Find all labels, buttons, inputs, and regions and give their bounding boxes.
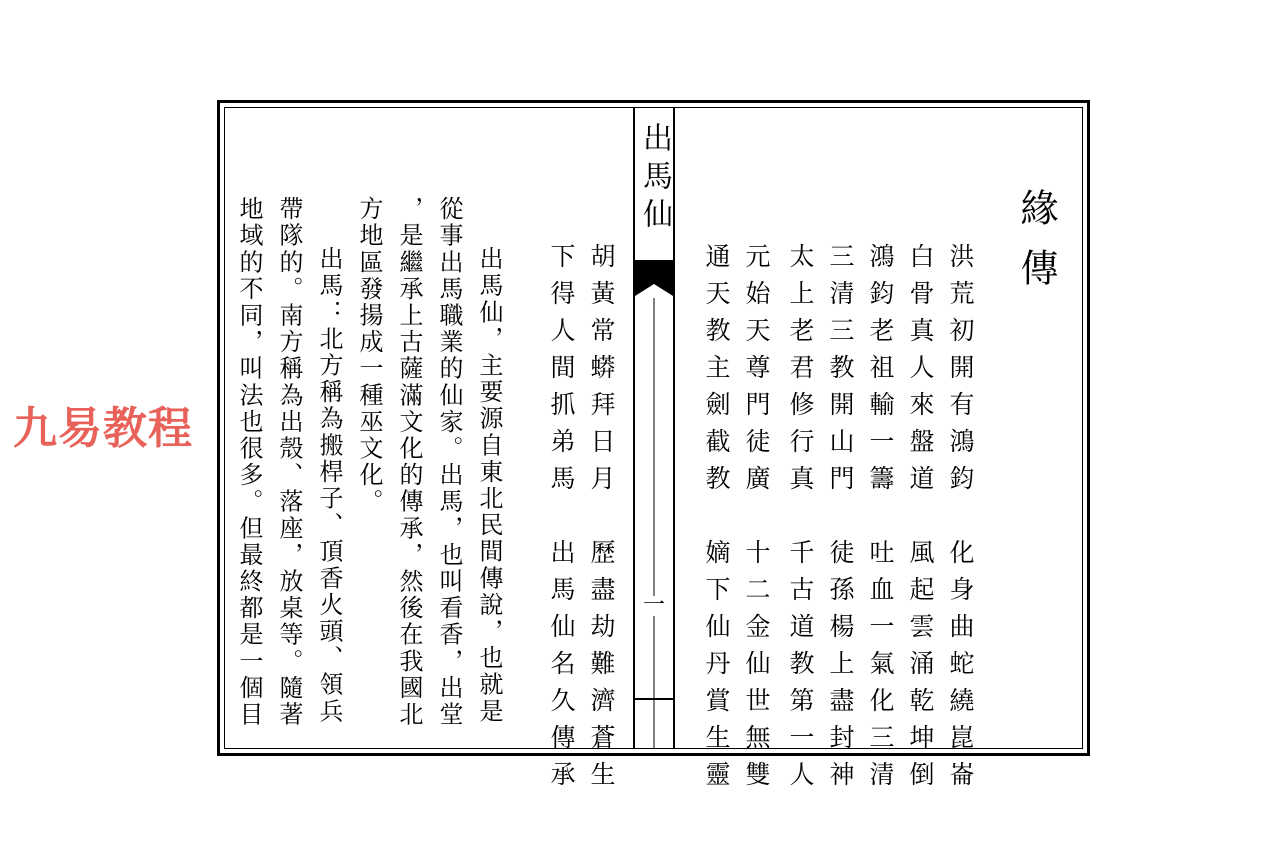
page-number: 一	[635, 596, 673, 616]
watermark-text: 九易教程	[13, 403, 193, 454]
verse-line: 下得人間抓弟馬 出馬仙名久傳承	[547, 243, 576, 798]
spine-book-title: 出馬仙	[637, 122, 672, 236]
chapter-title: 緣傳	[1014, 188, 1058, 308]
prose-line: 方地區發揚成一種巫文化。	[355, 196, 383, 516]
prose-line: ，是繼承上古薩滿文化的傳承，然後在我國北	[395, 196, 423, 728]
prose-line: 地域的不同，叫法也很多。但最終都是一個目	[235, 196, 263, 728]
book-spine	[633, 108, 675, 748]
poem-line: 三清三教開山門 徒孫楊上盡封神	[826, 243, 855, 798]
poem-line: 白骨真人來盤道 風起雲涌乾坤倒	[906, 243, 935, 798]
poem-line: 元始天尊門徒廣 十二金仙世無雙	[742, 243, 771, 798]
prose-line: 出馬：北方稱為搬桿子、頂香火頭、領兵	[315, 246, 343, 725]
prose-line: 帶隊的。南方稱為出殼、落座，放桌等。隨著	[275, 196, 303, 728]
poem-line: 太上老君修行真 千古道教第一人	[786, 243, 815, 798]
spine-divider	[635, 698, 673, 700]
poem-line: 鴻鈞老祖輸一籌 吐血一氣化三清	[866, 243, 895, 798]
verse-line: 胡黃常蟒拜日月 歷盡劫難濟蒼生	[587, 243, 616, 798]
poem-line: 洪荒初開有鴻鈞 化身曲蛇繞崑崙	[946, 243, 975, 798]
fishtail-mark-icon	[635, 260, 673, 300]
prose-line: 從事出馬職業的仙家。出馬，也叫看香，出堂	[435, 196, 463, 728]
prose-line: 出馬仙，主要源自東北民間傳說，也就是	[475, 246, 503, 725]
poem-line: 通天教主劍截教 嫡下仙丹賞生靈	[702, 243, 731, 798]
spine-center-line	[654, 298, 655, 748]
